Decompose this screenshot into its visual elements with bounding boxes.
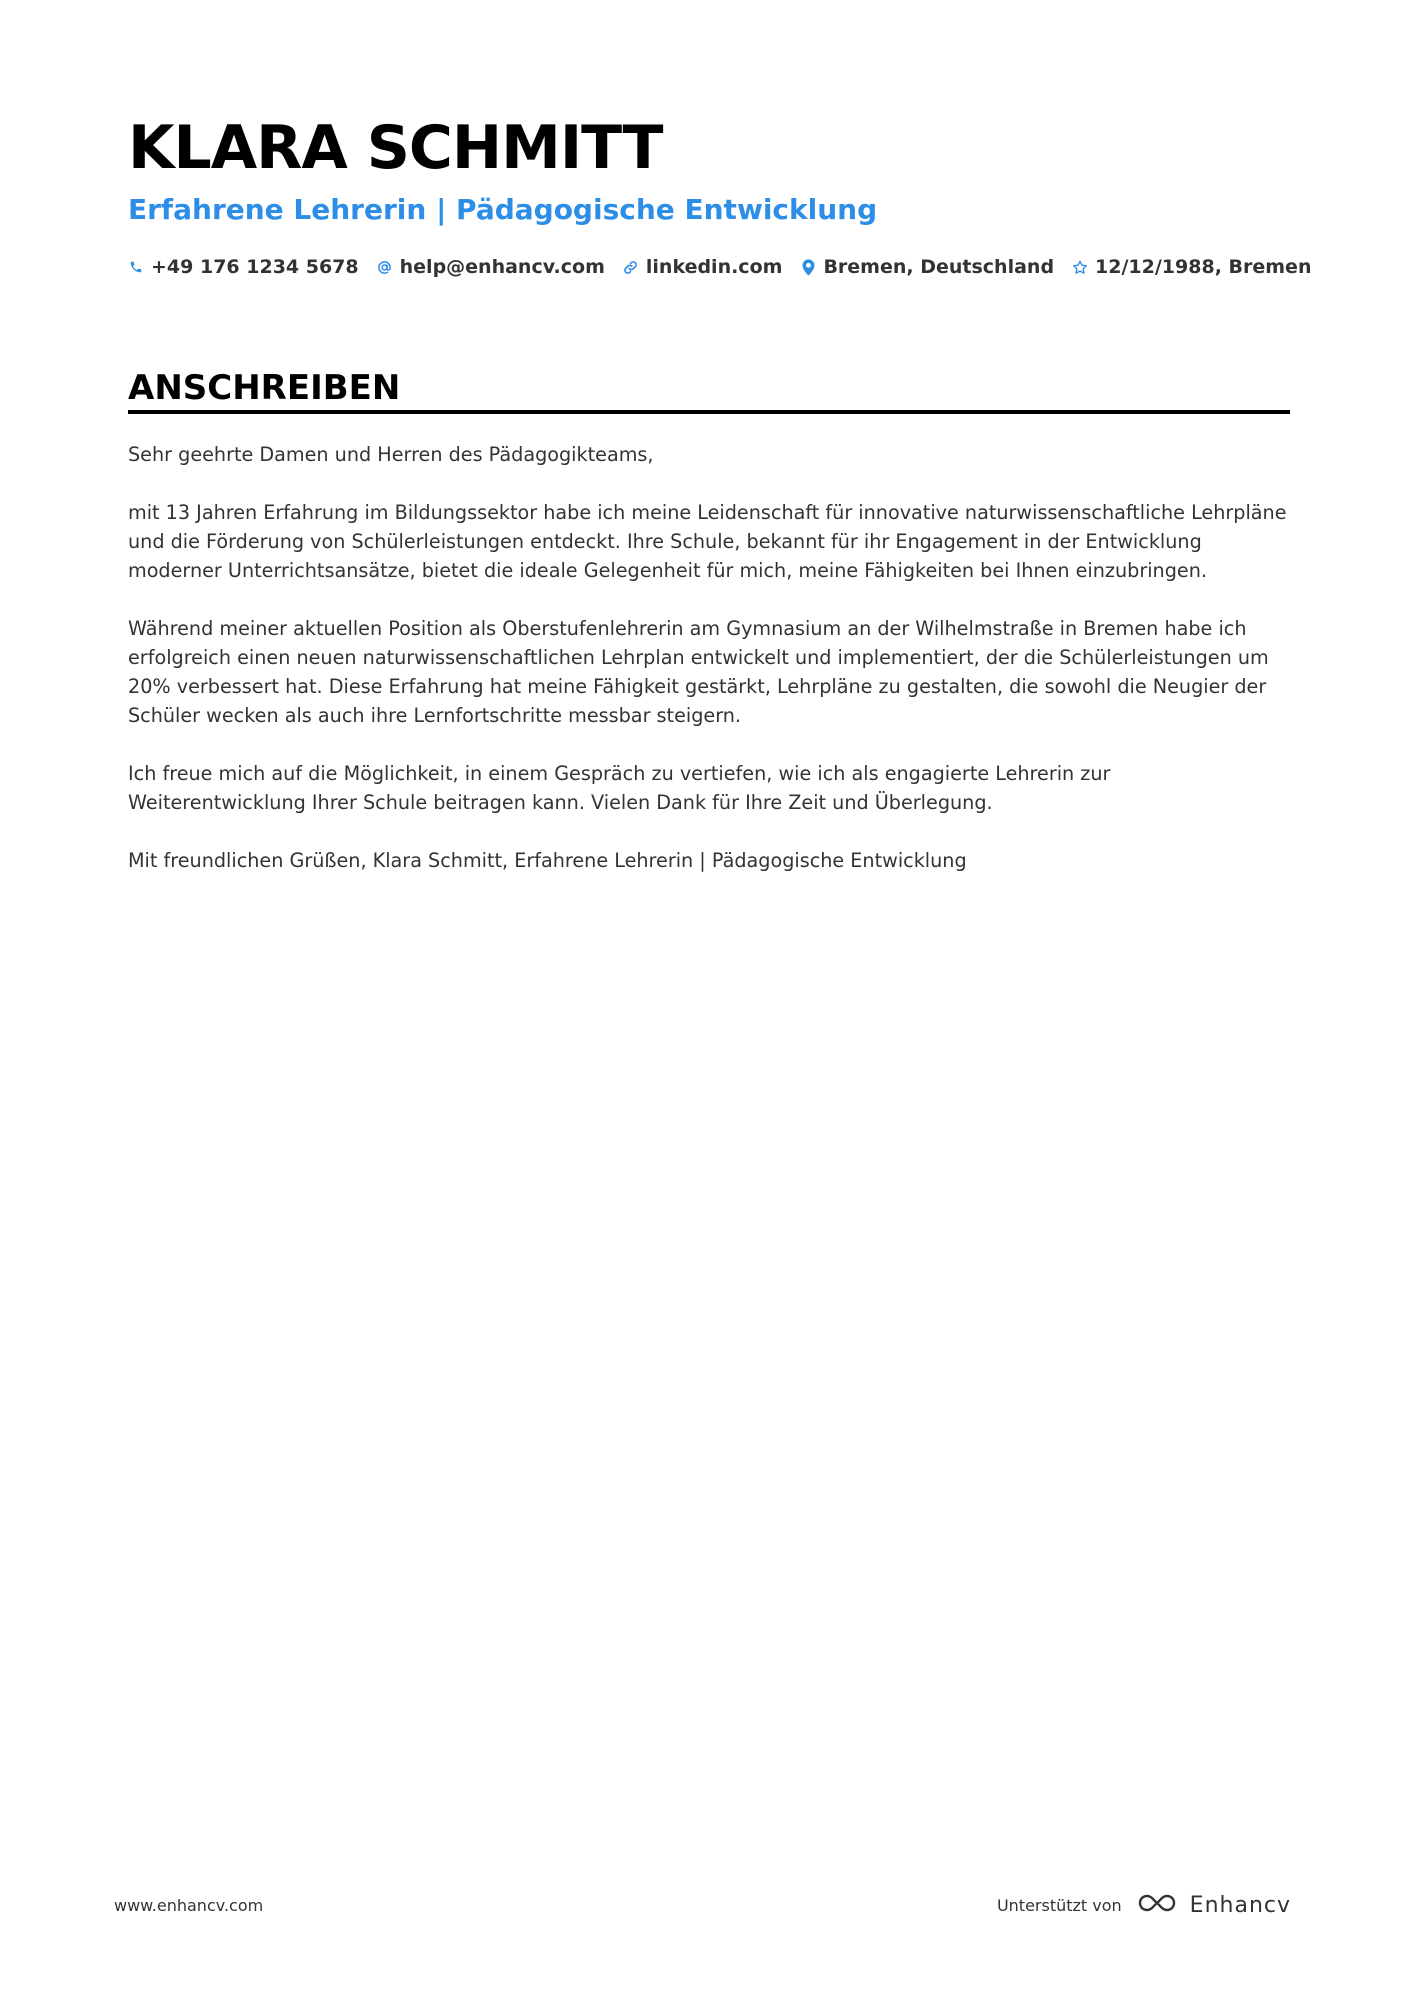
contact-birth-text: 12/12/1988, Bremen	[1095, 256, 1312, 278]
letter-body	[128, 440, 1290, 904]
contact-birth	[1072, 256, 1311, 278]
contact-phone-text: +49 176 1234 5678	[151, 256, 359, 278]
section-divider	[128, 410, 1290, 414]
contact-bar	[128, 252, 1329, 282]
enhancv-logo-icon	[1134, 1891, 1180, 1919]
contact-location-text: Bremen, Deutschland	[823, 256, 1055, 278]
at-icon	[377, 257, 393, 277]
star-icon	[1072, 257, 1088, 277]
contact-location	[800, 256, 1054, 278]
letter-paragraph: mit 13 Jahren Erfahrung im Bildungssektor habe ich meine Leidenschaft für innovative naturwissenschaftliche Lehrpläne und die Förderung von Schülerleistungen entdeckt. Ihre Schule, bekannt für ihr Engagement in der Entwicklung moderner Unterrichtsansätze, bietet die ideale Gelegenheit für mich, meine Fähigkeiten bei Ihnen einzubringen.	[128, 501, 1287, 582]
location-pin-icon	[800, 257, 816, 277]
footer-url[interactable]: www.enhancv.com	[114, 1896, 264, 1915]
link-icon	[623, 257, 639, 277]
contact-email[interactable]	[377, 256, 605, 278]
contact-linkedin-text: linkedin.com	[645, 256, 783, 278]
contact-email-text: help@enhancv.com	[399, 256, 605, 278]
letter-salutation: Sehr geehrte Damen und Herren des Pädagogikteams,	[128, 443, 654, 466]
candidate-name: KLARA SCHMITT	[128, 113, 663, 183]
contact-phone	[128, 256, 359, 278]
phone-icon	[128, 257, 144, 277]
letter-paragraph: Während meiner aktuellen Position als Oberstufenlehrerin am Gymnasium an der Wilhelmstraße in Bremen habe ich erfolgreich einen neuen naturwissenschaftlichen Lehrplan entwickelt und implementiert, der die Schülerleistungen um 20% verbessert hat. Diese Erfahrung hat meine Fähigkeit gestärkt, Lehrpläne zu gestalten, die sowohl die Neugier der Schüler wecken als auch ihre Lernfortschritte messbar steigern.	[128, 617, 1269, 727]
contact-linkedin[interactable]	[623, 256, 783, 278]
letter-closing: Mit freundlichen Grüßen, Klara Schmitt, Erfahrene Lehrerin | Pädagogische Entwicklung	[128, 849, 967, 872]
powered-by[interactable]	[997, 1890, 1291, 1920]
letter-paragraph: Ich freue mich auf die Möglichkeit, in einem Gespräch zu vertiefen, wie ich als engagierte Lehrerin zur Weiterentwicklung Ihrer Schule beitragen kann. Vielen Dank für Ihre Zeit und Überlegung.	[128, 762, 1111, 814]
candidate-headline: Erfahrene Lehrerin | Pädagogische Entwicklung	[128, 193, 878, 226]
section-title: ANSCHREIBEN	[128, 368, 401, 408]
powered-by-text: Unterstützt von	[996, 1895, 1122, 1915]
brand-name: Enhancv	[1189, 1892, 1291, 1918]
